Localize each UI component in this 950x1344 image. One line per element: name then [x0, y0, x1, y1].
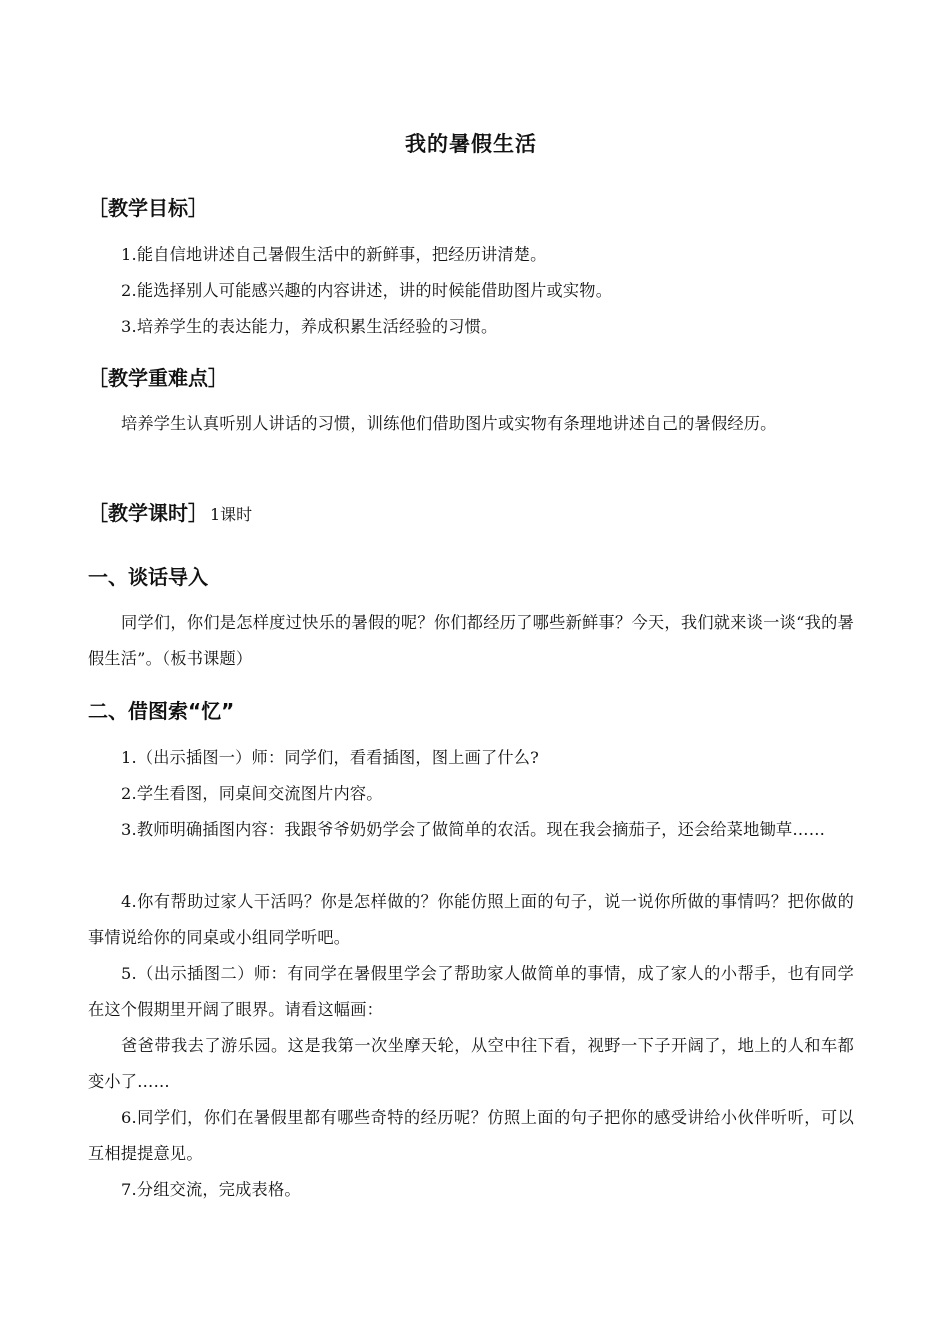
section-1-heading: 一、谈话导入: [88, 565, 208, 589]
section-2-item: 5.（出示插图二）师：有同学在暑假里学会了帮助家人做简单的事情，成了家人的小帮手，也有同学在这个假期里开阔了眼界。请看这幅画：: [88, 964, 854, 1019]
section-1-text: 同学们，你们是怎样度过快乐的暑假的呢？你们都经历了哪些新鲜事？今天，我们就来谈一谈“我的暑假生活”。（板书课题）: [88, 613, 854, 668]
objective-item: 3.培养学生的表达能力，养成积累生活经验的习惯。: [121, 317, 498, 336]
document-title: 我的暑假生活: [405, 132, 537, 156]
class-hours-label: ［教学课时］: [88, 501, 208, 525]
section-2-item: 6.同学们，你们在暑假里都有哪些奇特的经历呢？仿照上面的句子把你的感受讲给小伙伴听听，可以互相提提意见。: [88, 1108, 854, 1163]
objectives-heading: ［教学目标］: [88, 196, 208, 220]
key-points-heading: ［教学重难点］: [88, 366, 228, 390]
section-2-item: 1.（出示插图一）师：同学们，看看插图，图上画了什么?: [121, 748, 540, 767]
class-hours-heading: [88, 497, 252, 526]
class-hours-value: 1课时: [210, 505, 253, 524]
section-2-item: 2.学生看图，同桌间交流图片内容。: [121, 784, 383, 803]
section-2-item: 7.分组交流，完成表格。: [121, 1180, 301, 1199]
key-points-text: 培养学生认真听别人讲话的习惯，训练他们借助图片或实物有条理地讲述自己的暑假经历。: [121, 414, 777, 433]
objective-item: 2.能选择别人可能感兴趣的内容讲述，讲的时候能借助图片或实物。: [121, 281, 613, 300]
objective-item: 1.能自信地讲述自己暑假生活中的新鲜事，把经历讲清楚。: [121, 245, 547, 264]
section-2-item: 3.教师明确插图内容：我跟爷爷奶奶学会了做简单的农活。现在我会摘茄子，还会给菜地锄草……: [121, 820, 826, 839]
section-2-heading: 二、借图索“忆”: [88, 699, 235, 723]
section-2-quote: 爸爸带我去了游乐园。这是我第一次坐摩天轮，从空中往下看，视野一下子开阔了，地上的人和车都变小了……: [88, 1036, 854, 1091]
section-2-item: 4.你有帮助过家人干活吗？你是怎样做的？你能仿照上面的句子，说一说你所做的事情吗？把你做的事情说给你的同桌或小组同学听吧。: [88, 892, 854, 947]
